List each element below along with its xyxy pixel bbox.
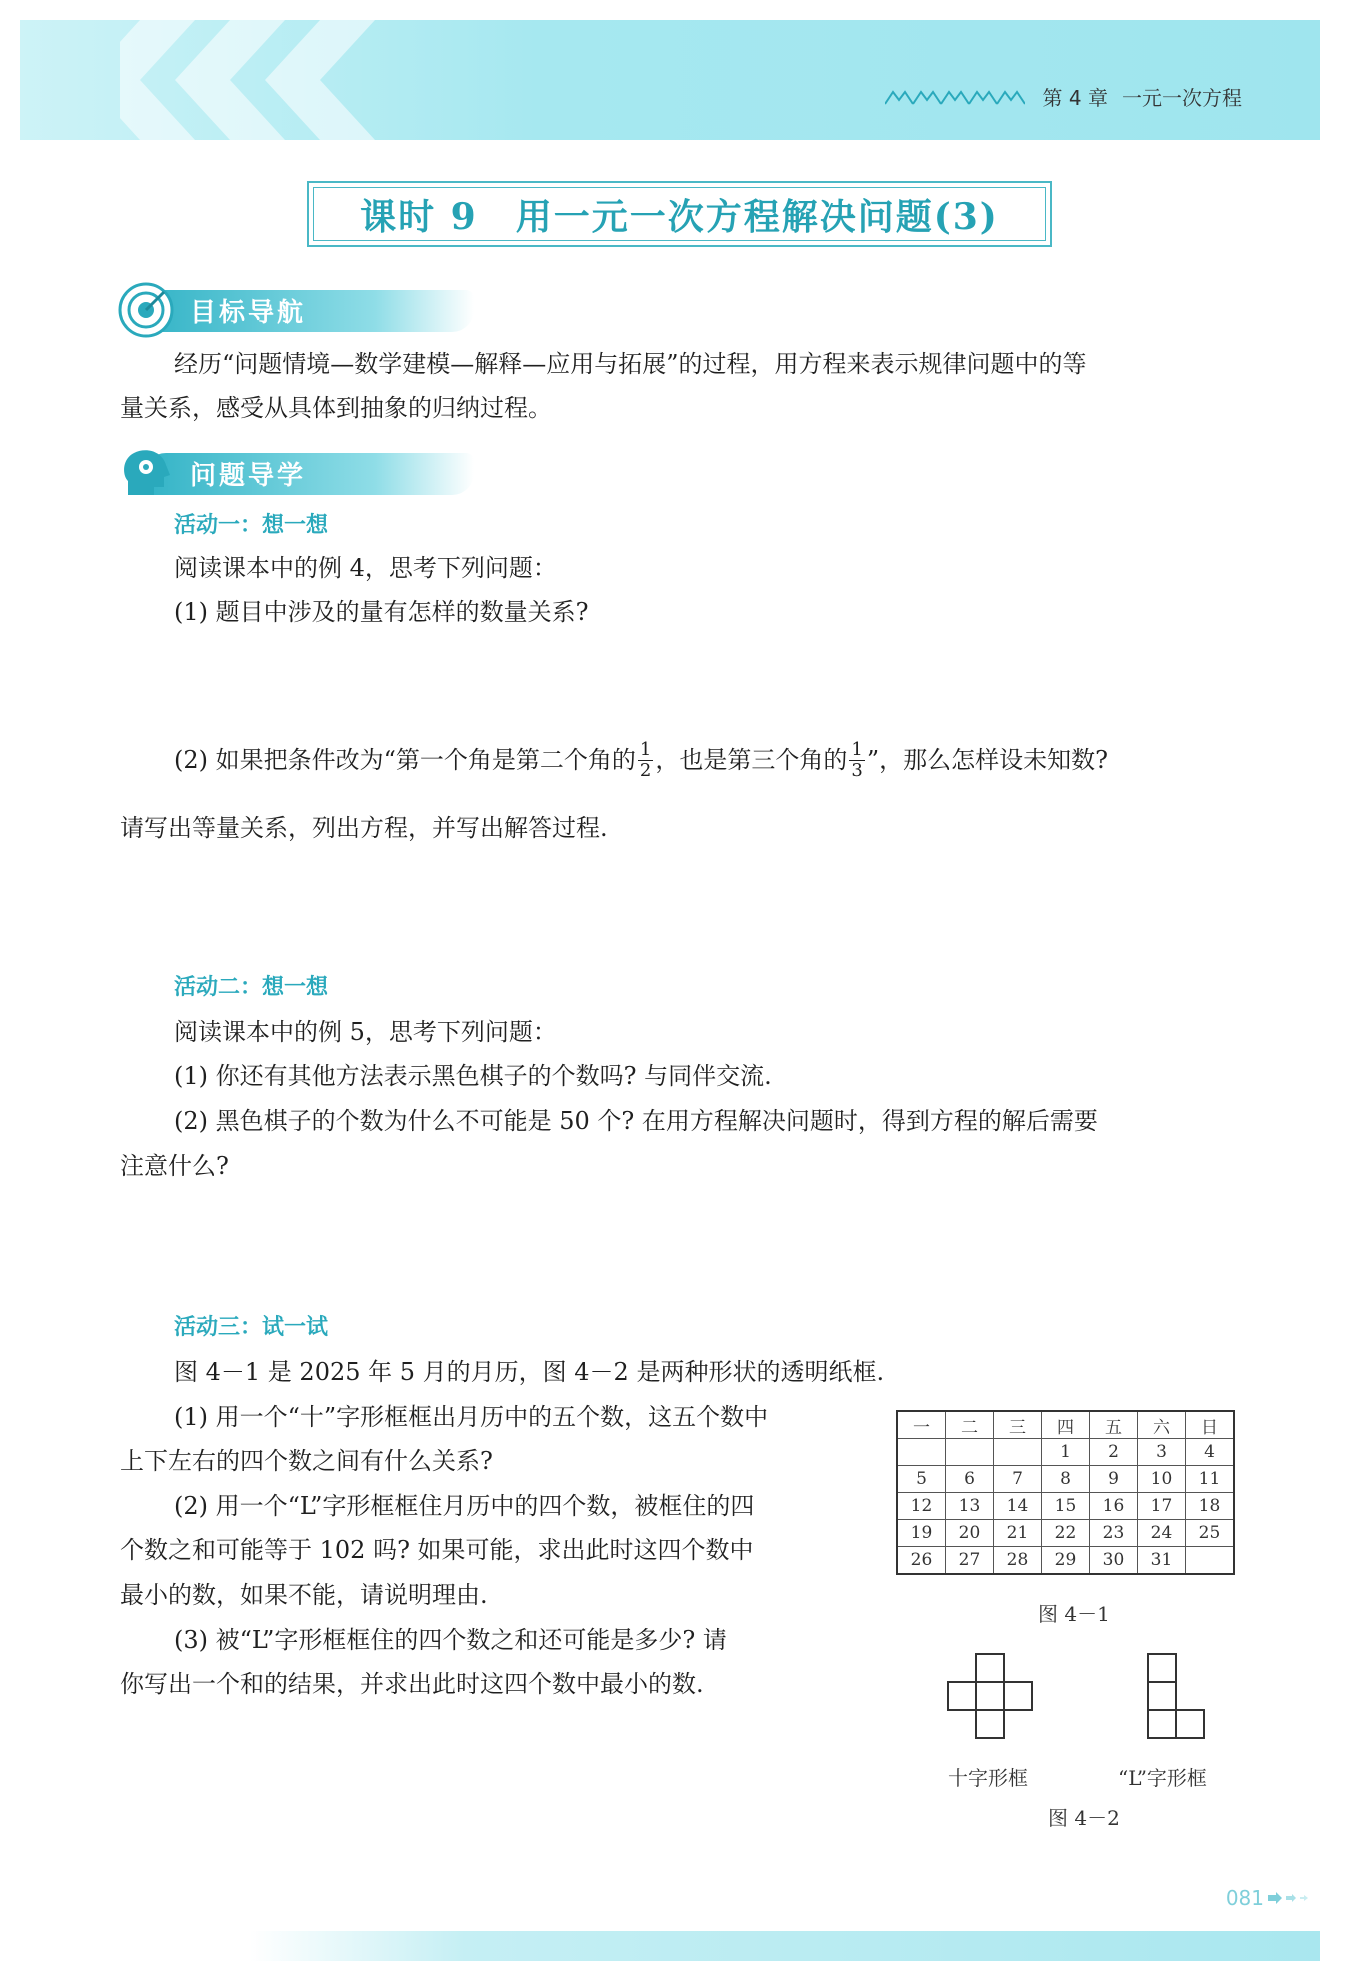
figure-4-2-caption: 图 4－2 [1048, 1806, 1120, 1830]
activity3-q1-line1: (1) 用一个“十”字形框框出月历中的五个数，这五个数中 [174, 1403, 769, 1431]
cross-frame-icon [948, 1654, 1032, 1738]
calendar-week-row [897, 1547, 1234, 1575]
header-band [20, 20, 1320, 140]
calendar-cell: 17 [1138, 1493, 1186, 1520]
activity3-intro: 图 4－1 是 2025 年 5 月的月历，图 4－2 是两种形状的透明纸框. [174, 1358, 885, 1386]
activity3-q2-line1: (2) 用一个“L”字形框框住月历中的四个数，被框住的四 [174, 1492, 755, 1520]
calendar-cell: 9 [1090, 1466, 1138, 1493]
mountains-icon [885, 88, 1025, 106]
activity1-intro: 阅读课本中的例 4，思考下列问题： [174, 554, 557, 582]
page-number: 081 [1225, 1886, 1264, 1910]
goal-badge-label: 目标导航 [190, 298, 307, 328]
calendar-cell: 24 [1138, 1520, 1186, 1547]
calendar-cell: 27 [946, 1547, 994, 1575]
calendar-header-row [897, 1411, 1234, 1439]
fraction-one-third: $\frac{1}{3}$ [851, 738, 863, 781]
calendar-cell: 23 [1090, 1520, 1138, 1547]
calendar-cell [1186, 1547, 1235, 1575]
goal-badge [118, 286, 478, 330]
activity3-heading: 活动三：试一试 [174, 1315, 329, 1340]
activity3-q2-line3: 最小的数，如果不能，请说明理由. [120, 1581, 488, 1609]
calendar-week-row [897, 1520, 1234, 1547]
arrows-icon [1268, 1892, 1308, 1904]
lesson-title: 课时 9 用一元一次方程解决问题(3) [360, 195, 999, 238]
lesson-title-box [307, 181, 1052, 247]
chapter-title: 一元一次方程 [1122, 86, 1242, 110]
activity1-q1: (1) 题目中涉及的量有怎样的数量关系? [174, 598, 589, 626]
calendar-cell: 13 [946, 1493, 994, 1520]
frames-figure [940, 1650, 1260, 1760]
calendar-cell: 18 [1186, 1493, 1235, 1520]
calendar-cell: 四 [1042, 1411, 1090, 1439]
footer-band [250, 1931, 1320, 1961]
calendar-week-row [897, 1439, 1234, 1466]
activity1-q2-b: ，也是第三个角的 [655, 746, 848, 774]
problem-badge [118, 449, 478, 493]
calendar-cell: 6 [946, 1466, 994, 1493]
calendar-cell: 二 [946, 1411, 994, 1439]
calendar-cell: 30 [1090, 1547, 1138, 1575]
calendar-cell: 10 [1138, 1466, 1186, 1493]
activity3-q2-line2: 个数之和可能等于 102 吗? 如果可能，求出此时这四个数中 [120, 1536, 754, 1564]
calendar-week-row [897, 1493, 1234, 1520]
calendar-cell: 28 [994, 1547, 1042, 1575]
calendar-cell [994, 1439, 1042, 1466]
calendar-cell: 一 [897, 1411, 946, 1439]
cross-frame-label: 十字形框 [948, 1766, 1028, 1790]
activity2-q1: (1) 你还有其他方法表示黑色棋子的个数吗? 与同伴交流. [174, 1062, 772, 1090]
activity2-heading: 活动二：想一想 [174, 975, 329, 1000]
calendar-cell [897, 1439, 946, 1466]
calendar-cell [946, 1439, 994, 1466]
problem-badge-label: 问题导学 [190, 461, 307, 491]
calendar-cell: 3 [1138, 1439, 1186, 1466]
calendar-cell: 26 [897, 1547, 946, 1575]
calendar-cell: 25 [1186, 1520, 1235, 1547]
calendar-cell: 19 [897, 1520, 946, 1547]
goal-text-line2: 量关系，感受从具体到抽象的归纳过程。 [120, 394, 552, 422]
activity1-q2-line2: 请写出等量关系，列出方程，并写出解答过程. [120, 814, 608, 842]
goal-text-line1: 经历“问题情境—数学建模—解释—应用与拓展”的过程，用方程来表示规律问题中的等 [174, 350, 1087, 378]
calendar-cell: 14 [994, 1493, 1042, 1520]
l-frame-label: “L”字形框 [1118, 1766, 1207, 1790]
calendar-cell: 22 [1042, 1520, 1090, 1547]
figure-4-1-caption: 图 4－1 [1038, 1602, 1110, 1626]
activity3-q1-line2: 上下左右的四个数之间有什么关系? [120, 1447, 493, 1475]
calendar-cell: 六 [1138, 1411, 1186, 1439]
chevron-decoration-icon [120, 20, 460, 140]
activity2-q2-line1: (2) 黑色棋子的个数为什么不可能是 50 个? 在用方程解决问题时，得到方程的解后需要 [174, 1107, 1098, 1135]
calendar-cell: 8 [1042, 1466, 1090, 1493]
page-number-area [1226, 1886, 1308, 1910]
calendar-cell: 4 [1186, 1439, 1235, 1466]
calendar-cell: 1 [1042, 1439, 1090, 1466]
target-icon [118, 282, 174, 338]
calendar-cell: 31 [1138, 1547, 1186, 1575]
activity1-q2-a: (2) 如果把条件改为“第一个角是第二个角的 [174, 746, 636, 774]
calendar-cell: 日 [1186, 1411, 1235, 1439]
activity3-q3-line1: (3) 被“L”字形框框住的四个数之和还可能是多少? 请 [174, 1626, 727, 1654]
l-frame-icon [1148, 1654, 1204, 1738]
activity2-intro: 阅读课本中的例 5，思考下列问题： [174, 1018, 557, 1046]
activity1-heading: 活动一：想一想 [174, 513, 329, 538]
calendar-cell: 11 [1186, 1466, 1235, 1493]
calendar-cell: 三 [994, 1411, 1042, 1439]
chapter-number: 第 4 章 [1042, 86, 1108, 110]
chapter-header [885, 82, 1242, 111]
calendar-week-row [897, 1466, 1234, 1493]
calendar-cell: 15 [1042, 1493, 1090, 1520]
activity1-q2 [174, 738, 1108, 782]
head-gear-icon [118, 445, 174, 501]
calendar-cell: 7 [994, 1466, 1042, 1493]
calendar-cell: 20 [946, 1520, 994, 1547]
calendar-cell: 2 [1090, 1439, 1138, 1466]
calendar-cell: 29 [1042, 1547, 1090, 1575]
calendar-table [896, 1410, 1235, 1575]
activity3-q3-line2: 你写出一个和的结果，并求出此时这四个数中最小的数. [120, 1670, 704, 1698]
activity2-q2-line2: 注意什么? [120, 1152, 229, 1180]
calendar-cell: 5 [897, 1466, 946, 1493]
calendar-cell: 五 [1090, 1411, 1138, 1439]
calendar-cell: 16 [1090, 1493, 1138, 1520]
activity1-q2-c: ”，那么怎样设未知数? [866, 746, 1108, 774]
fraction-one-half: $\frac{1}{2}$ [639, 738, 652, 781]
calendar-cell: 12 [897, 1493, 946, 1520]
calendar-cell: 21 [994, 1520, 1042, 1547]
